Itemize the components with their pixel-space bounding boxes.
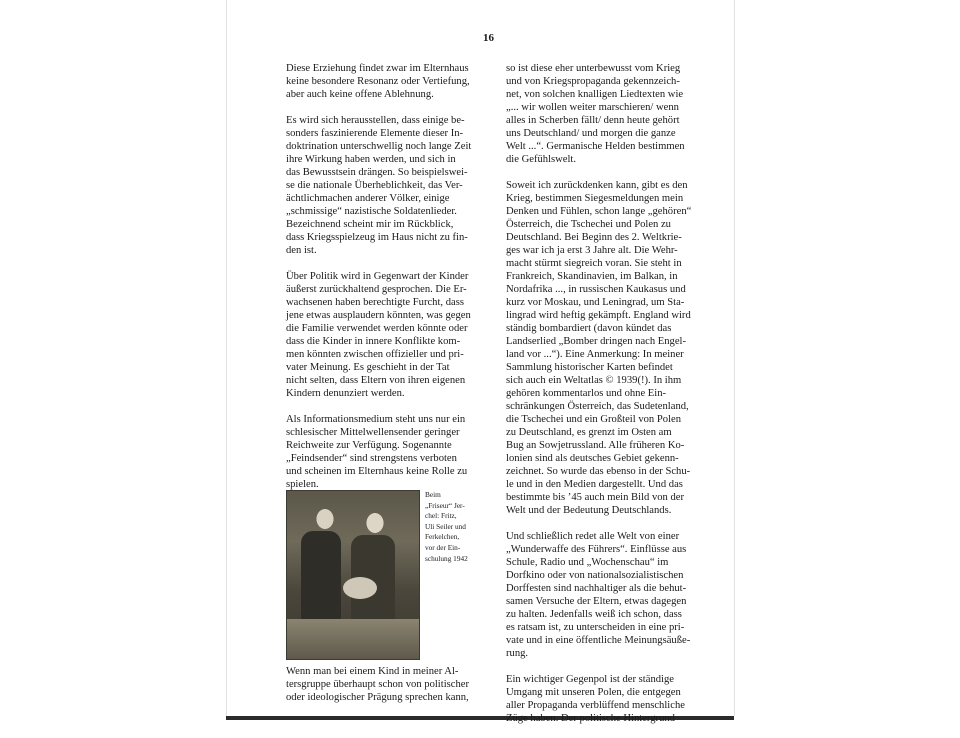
page-number: 16 bbox=[483, 32, 494, 44]
left-bottom-text bbox=[286, 665, 486, 717]
left-text-column bbox=[286, 62, 486, 504]
right-text-column bbox=[506, 62, 708, 738]
photo-caption: Beim „Friseur“ Jer- chel: Fritz, Uli Seiler und Ferkelchen, vor der Ein- schulung 1942 bbox=[425, 490, 468, 563]
photo-figure bbox=[286, 490, 486, 660]
vintage-photo bbox=[286, 490, 420, 660]
paragraph: Es wird sich herausstellen, dass einige be- sonders faszinierende Elemente dieser In- doktrination unterschwellig noch lange Zeit ihre Wirkung haben werden, und sich in das Bewusstsein drängen. So beispielswei- se die nationale Überheblichkeit, das Ver- ächtlichmachen anderer Völker, einige „schmissige“ nazistische Soldatenlieder. Bezeichnend scheint mir im Rückblick, dass Kriegsspielzeug im Haus nicht zu fin- den ist. bbox=[286, 115, 472, 256]
paragraph: Und schließlich redet alle Welt von einer „Wunderwaffe des Führers“. Einflüsse aus Schule, Radio und „Wochenschau“ im Dorfkino oder von nationalsozialistischen Dorffesten sind nachhaltiger als die behut- samen Versuche der Eltern, etwas dagegen zu halten. Jedenfalls weiß ich schon, dass es ratsam ist, zu unterscheiden in eine pri- vate und in eine öffentliche Meinungsäuße- rung. bbox=[506, 531, 691, 659]
photo-animal bbox=[343, 577, 377, 599]
paragraph: so ist diese eher unterbewusst vom Krieg und von Kriegspropaganda gekennzeich- net, von solchen knalligen Liedtexten wie „... wir wollen weiter marschieren/ wenn alles in Scherben fällt/ denn heute gehört uns Deutschland/ und morgen die ganze Welt ...“. Germanische Helden bestimmen die Gefühlswelt. bbox=[506, 63, 685, 165]
paragraph: Wenn man bei einem Kind in meiner Al- tersgruppe überhaupt schon von politischer oder ideologischer Prägung sprechen kann, bbox=[286, 666, 469, 703]
photo-bench bbox=[287, 619, 419, 659]
paragraph: Diese Erziehung findet zwar im Elternhaus keine besondere Resonanz oder Vertiefung, aber auch keine offene Ablehnung. bbox=[286, 63, 470, 100]
paragraph: Über Politik wird in Gegenwart der Kinder äußerst zurückhaltend gesprochen. Die Er- wachsenen haben berechtigte Furcht, dass jene etwas ausplaudern könnten, was gegen die Familie verwendet werden könnte oder dass die Kinder in innere Konflikte kom- men könnten zwischen offizieller und pri- vater Meinung. Es geschieht in der Tat nicht selten, dass Eltern von ihren eigenen Kindern denunziert werden. bbox=[286, 271, 471, 399]
paragraph: Soweit ich zurückdenken kann, gibt es den Krieg, bestimmen Siegesmeldungen mein Denken und Fühlen, schon lange „gehören“ Österreich, die Tschechei und Polen zu Deutschland. Bei Beginn des 2. Weltkrie- ges war ich ja erst 3 Jahre alt. Die Wehr- macht stürmt siegreich voran. Sie steht in Frankreich, Skandinavien, im Balkan, in Nordafrika ..., in russischen Kaukasus und kurz vor Moskau, und Leningrad, um Sta- lingrad wird heftig gekämpft. England wird ständig bombardiert (davon kündet das Landserlied „Bomber dringen nach Engel- land vor ...“). Eine Anmerkung: In meiner Sammlung historischer Karten befindet sich auch ein Weltatlas © 1939(!). In ihm gehören kommentarlos und ohne Ein- schränkungen Österreich, das Sudetenland, die Tschechei und ein Großteil von Polen zu Deutschland, es grenzt im Osten am Bug an Sowjetrussland. Alle früheren Ko- lonien sind als deutsches Gebiet gekenn- zeichnet. So wurde das ebenso in der Schu- le und in den Medien dargestellt. Und das bestimmte bis ’45 auch mein Bild von der Welt und der Bedeutung Deutschlands. bbox=[506, 180, 692, 516]
paragraph: Als Informationsmedium steht uns nur ein schlesischer Mittelwellensender geringer Reichweite zur Verfügung. Sogenannte „Feindsender“ sind strengstens verboten und scheinen im Elternhaus keine Rolle zu spielen. bbox=[286, 414, 468, 490]
paragraph: Ein wichtiger Gegenpol ist der ständige Umgang mit unseren Polen, die entgegen aller Propaganda verblüffend menschliche Züge haben. Der politische Hintergrund bbox=[506, 674, 685, 724]
photo-child-left bbox=[301, 531, 341, 621]
